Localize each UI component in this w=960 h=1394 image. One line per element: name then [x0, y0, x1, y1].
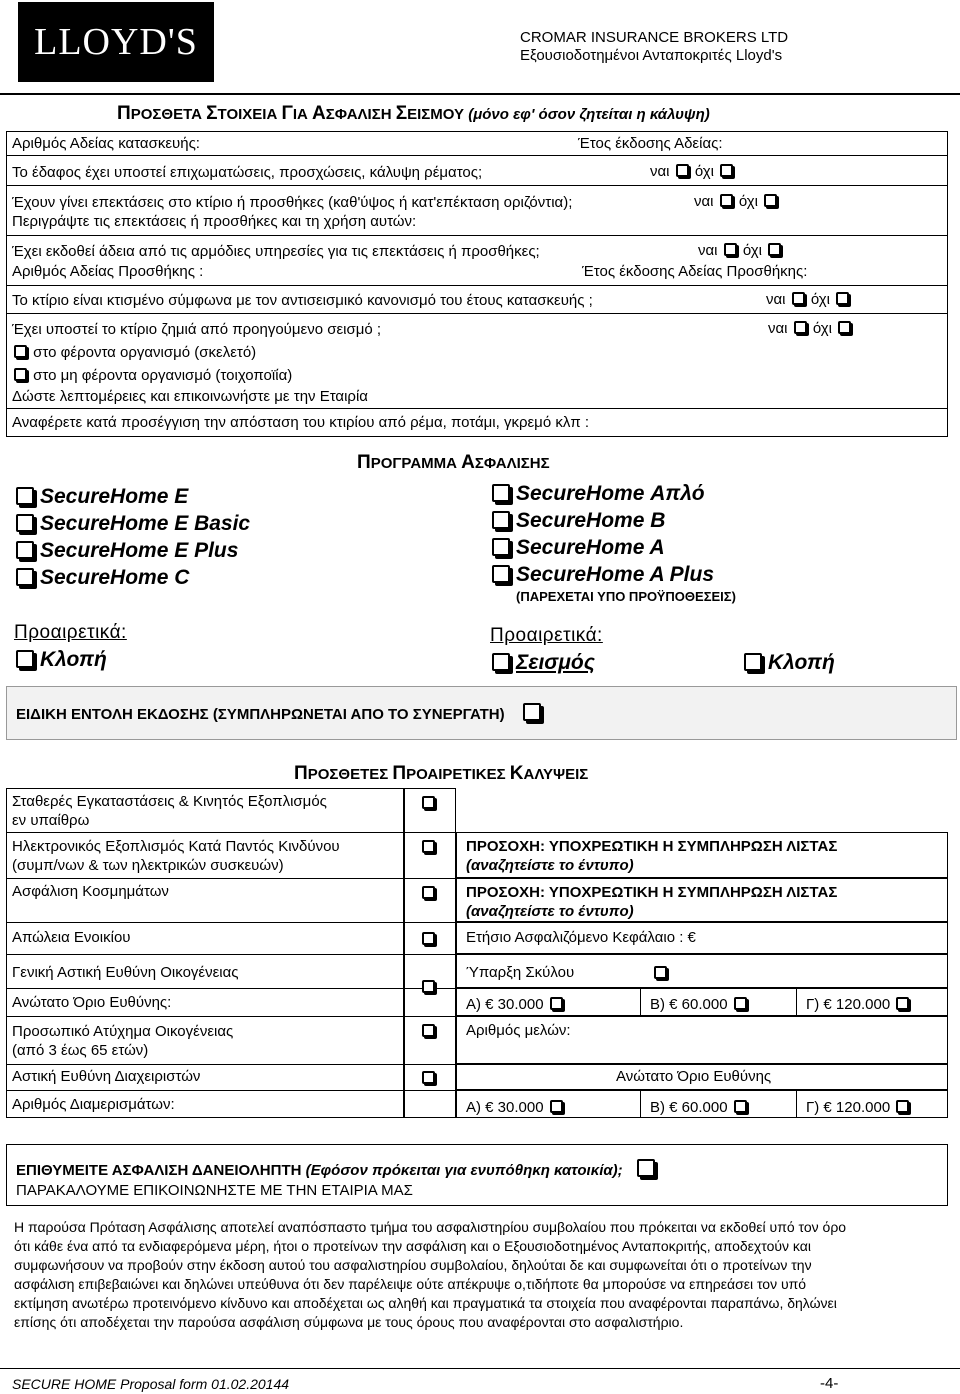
- members-label: Αριθμός μελών:: [466, 1022, 571, 1039]
- lloyds-logo: [18, 2, 214, 82]
- describe-extensions-label: Περιγράψτε τις επεκτάσεις ή προσθήκες και τη χρήση αυτών:: [12, 213, 417, 230]
- permit-number-label: Αριθμός Αδείας κατασκευής:: [12, 135, 200, 152]
- fixed-installations-label: Σταθερές Εγκαταστάσεις & Κινητός Εξοπλισμός εν υπαίθρω: [12, 793, 327, 829]
- family-liability-label: Γενική Αστική Ευθύνη Οικογένειας: [12, 964, 239, 981]
- jewelry-label: Ασφάλιση Κοσμημάτων: [12, 883, 169, 900]
- earthquake-title: ΠΡΟΣΘΕΤΑ ΣΤΟΙΧΕΙΑ ΓΙΑ ΑΣΦΑΛΙΣΗ ΣΕΙΣΜΟΥ (μόνο εφ' όσον ζητείται η κάλυψη): [117, 103, 710, 124]
- apartments-limit-a-checkbox[interactable]: [550, 1100, 563, 1113]
- dog-checkbox[interactable]: [654, 966, 667, 979]
- conditions-note: (ΠΑΡΕΧΕΤΑΙ ΥΠΟ ΠΡΟΫΠΟΘΕΣΕΙΣ): [516, 589, 736, 604]
- limit-a: Α) € 30.000: [466, 996, 565, 1013]
- electronic-equipment-checkbox[interactable]: [422, 840, 435, 853]
- extension-permit-number-label: Αριθμός Αδείας Προσθήκης :: [12, 263, 204, 280]
- extension-permit-no-checkbox[interactable]: [768, 243, 781, 256]
- mortgage-contact: ΠΑΡΑΚΑΛΟΥΜΕ ΕΠΙΚΟΙΝΩΝΗΣΤΕ ΜΕ ΤΗΝ ΕΤΑΙΡΙΑ ΜΑΣ: [16, 1182, 413, 1199]
- fixed-installations-checkbox[interactable]: [422, 796, 435, 809]
- antiseismic-no-checkbox[interactable]: [836, 292, 849, 305]
- company-name: CROMAR INSURANCE BROKERS LTD: [520, 29, 789, 46]
- declaration-text: Η παρούσα Πρόταση Ασφάλισης αποτελεί αναπόσπαστο τμήμα του ασφαλιστηρίου συμβολαίου που πρόκειται να εκδοθεί υπό τον όρο ότι κάθε ένα από τα ενδιαφερόμενα μέρη, ήτοι ο προτείνων την ασφάλιση και ο Εξουσιοδοτημένος Ανταποκριτής, αποδεχτούν και συμφωνήσουν να προβούν στην έκδοση αυτού του ασφαλιστηρίου συμβολαίου, δηλούται δε και συμφωνείται ότι ο προτείνων την ασφάλιση επιβεβαιώνει και δηλώνει υπεύθυνα ότι δεν παρέλειψε ούτε απέκρυψε ο,τιδήποτε θα μπορούσε να επηρεάσει τον υπό εκτίμηση ανωτέρω προτεινόμενο κίνδυνο και αποδέχεται ως αληθή και πραγματικά τα στοιχεία που αναφέρονται παραπάνω, δηλώνει επίσης ότι αποδέχεται την παρούσα ασφάλιση σύμφωνα με τους όρους που αναφέρονται στο ασφαλιστήριο.: [14, 1219, 847, 1330]
- ground-yes-checkbox[interactable]: [676, 164, 689, 177]
- right-optional-theft: Κλοπή: [742, 651, 835, 675]
- extensions-question: Έχουν γίνει επεκτάσεις στο κτίριο ή προσθήκες (καθ'ύψος ή κατ'επέκταση οριζόντια);: [12, 194, 573, 211]
- jewelry-mandatory-note: ΠΡΟΣΟΧΗ: ΥΠΟΧΡΕΩΤΙΚΗ Η ΣΥΜΠΛΗΡΩΣΗ ΛΙΣΤΑΣ (αναζητείστε το έντυπο): [466, 884, 838, 920]
- extensions-no-checkbox[interactable]: [764, 194, 777, 207]
- dog-label: Ύπαρξη Σκύλου: [466, 964, 575, 981]
- plan-securehome-a-plus-checkbox[interactable]: [492, 565, 510, 583]
- distance-question: Αναφέρετε κατά προσέγγιση την απόσταση του κτιρίου από ρέμα, ποτάμι, γκρεμό κλπ :: [12, 414, 590, 431]
- antiseismic-question: Το κτίριο είναι κτισμένο σύμφωνα με τον αντισεισμικό κανονισμό του έτους κατασκευής ;: [12, 292, 593, 309]
- damage-yes-no: ναι όχι: [768, 320, 853, 337]
- family-liability-checkbox[interactable]: [422, 980, 435, 993]
- plan-securehome-e-plus-checkbox[interactable]: [16, 541, 34, 559]
- apartments-limit-a: Α) € 30.000: [466, 1099, 565, 1116]
- max-liability-2-label: Ανώτατο Όριο Ευθύνης: [616, 1068, 772, 1085]
- ground-yes-no: ναι όχι: [650, 163, 735, 180]
- left-optional-label: Προαιρετικά:: [14, 622, 127, 643]
- extension-permit-yes-checkbox[interactable]: [724, 243, 737, 256]
- plan-securehome-b-checkbox[interactable]: [492, 511, 510, 529]
- plan-securehome-e-basic: SecureHome E Basic: [14, 512, 250, 536]
- right-theft-checkbox[interactable]: [744, 653, 762, 671]
- program-title: ΠΡΟΓΡΑΜΜΑ ΑΣΦΑΛΙΣΗΣ: [357, 452, 550, 473]
- footer-page-number: -4-: [820, 1375, 839, 1392]
- personal-accident-checkbox[interactable]: [422, 1024, 435, 1037]
- limit-a-checkbox[interactable]: [550, 997, 563, 1010]
- mortgage-question: ΕΠΙΘΥΜΕΙΤΕ ΑΣΦΑΛΙΣΗ ΔΑΝΕΙΟΛΗΠΤΗ (Εφόσον πρόκειται για ενυπόθηκη κατοικία);: [16, 1159, 661, 1179]
- extension-permit-yes-no: ναι όχι: [698, 242, 783, 259]
- annual-sum-label: Ετήσιο Ασφαλιζόμενο Κεφάλαιο : €: [466, 929, 696, 946]
- electronic-mandatory-note: ΠΡΟΣΟΧΗ: ΥΠΟΧΡΕΩΤΙΚΗ Η ΣΥΜΠΛΗΡΩΣΗ ΛΙΣΤΑΣ (αναζητείστε το έντυπο): [466, 838, 838, 874]
- plan-securehome-simple: SecureHome Απλό: [490, 482, 705, 506]
- antiseismic-yes-checkbox[interactable]: [792, 292, 805, 305]
- additional-covers-title: ΠΡΟΣΘΕΤΕΣ ΠΡΟΑΙΡΕΤΙΚΕΣ ΚΑΛΥΨΕΙΣ: [294, 763, 589, 784]
- plan-securehome-c: SecureHome C: [14, 566, 189, 590]
- right-optional-label: Προαιρετικά:: [490, 625, 603, 646]
- electronic-equipment-label: Ηλεκτρονικός Εξοπλισμός Κατά Παντός Κινδύνου (συμπ/νων & των ηλεκτρικών συσκευών): [12, 838, 340, 874]
- left-theft-checkbox[interactable]: [16, 650, 34, 668]
- extension-permit-question: Έχει εκδοθεί άδεια από τις αρμόδιες υπηρεσίες για τις επεκτάσεις ή προσθήκες;: [12, 243, 540, 260]
- extensions-yes-no: ναι όχι: [694, 193, 779, 210]
- rent-loss-label: Απώλεια Ενοικίου: [12, 929, 131, 946]
- left-optional-theft: Κλοπή: [14, 648, 107, 672]
- right-optional-earthquake: Σεισμός: [490, 651, 595, 675]
- plan-securehome-e-basic-checkbox[interactable]: [16, 514, 34, 532]
- damage-no-checkbox[interactable]: [838, 321, 851, 334]
- ground-question: Το έδαφος έχει υποστεί επιχωματώσεις, προσχώσεις, κάλυψη ρέματος;: [12, 164, 483, 181]
- details-note: Δώστε λεπτομέρειες και επικοινωνήστε με την Εταιρία: [12, 388, 368, 405]
- extension-permit-year-label: Έτος έκδοσης Αδείας Προσθήκης:: [582, 263, 808, 280]
- permit-year-label: Έτος έκδοσης Αδείας:: [578, 135, 723, 152]
- damage-question: Έχει υποστεί το κτίριο ζημιά από προηγούμενο σεισμό ;: [12, 321, 382, 338]
- earthquake-checkbox[interactable]: [492, 653, 510, 671]
- special-order-label: ΕΙΔΙΚΗ ΕΝΤΟΛΗ ΕΚΔΟΣΗΣ (ΣΥΜΠΛΗΡΩΝΕΤΑΙ ΑΠΟ ΤΟ ΣΥΝΕΡΓΑΤΗ): [16, 703, 547, 723]
- plan-securehome-simple-checkbox[interactable]: [492, 484, 510, 502]
- header-divider: [0, 93, 960, 95]
- personal-accident-label: Προσωπικό Ατύχημα Οικογένειας (από 3 έως 65 ετών): [12, 1023, 234, 1059]
- plan-securehome-e-checkbox[interactable]: [16, 487, 34, 505]
- extensions-yes-checkbox[interactable]: [720, 194, 733, 207]
- apartments-label: Αριθμός Διαμερισμάτων:: [12, 1096, 175, 1113]
- apartments-limit-b-checkbox[interactable]: [734, 1100, 747, 1113]
- plan-securehome-c-checkbox[interactable]: [16, 568, 34, 586]
- plan-securehome-b: SecureHome B: [490, 509, 665, 533]
- ground-no-checkbox[interactable]: [720, 164, 733, 177]
- company-subtitle: Εξουσιοδοτημένοι Ανταποκριτές Lloyd's: [520, 47, 783, 64]
- limit-c-checkbox[interactable]: [896, 997, 909, 1010]
- plan-securehome-a-checkbox[interactable]: [492, 538, 510, 556]
- managers-liability-label: Αστική Ευθύνη Διαχειριστών: [12, 1068, 201, 1085]
- structural-option: στο φέροντα οργανισμό (σκελετό): [12, 344, 256, 361]
- plan-securehome-e: SecureHome E: [14, 485, 188, 509]
- limit-c: Γ) € 120.000: [806, 996, 911, 1013]
- apartments-limit-c: Γ) € 120.000: [806, 1099, 911, 1116]
- limit-b: Β) € 60.000: [650, 996, 749, 1013]
- logo-text: LLOYD'S: [34, 21, 198, 63]
- max-liability-label: Ανώτατο Όριο Ευθύνης:: [12, 994, 172, 1011]
- plan-securehome-e-plus: SecureHome E Plus: [14, 539, 238, 563]
- mortgage-checkbox[interactable]: [637, 1159, 655, 1177]
- structural-checkbox[interactable]: [14, 345, 27, 358]
- damage-yes-checkbox[interactable]: [794, 321, 807, 334]
- plan-securehome-a-plus: SecureHome A Plus: [490, 563, 714, 587]
- footer-divider: [0, 1368, 960, 1369]
- apartments-limit-c-checkbox[interactable]: [896, 1100, 909, 1113]
- special-order-checkbox[interactable]: [523, 703, 541, 721]
- apartments-limit-b: Β) € 60.000: [650, 1099, 749, 1116]
- footer-form-id: SECURE HOME Proposal form 01.02.20144: [12, 1376, 290, 1392]
- rent-loss-checkbox[interactable]: [422, 932, 435, 945]
- managers-liability-checkbox[interactable]: [422, 1071, 435, 1084]
- jewelry-checkbox[interactable]: [422, 886, 435, 899]
- nonstructural-checkbox[interactable]: [14, 368, 27, 381]
- limit-b-checkbox[interactable]: [734, 997, 747, 1010]
- plan-securehome-a: SecureHome A: [490, 536, 665, 560]
- antiseismic-yes-no: ναι όχι: [766, 291, 851, 308]
- nonstructural-option: στο μη φέροντα οργανισμό (τοιχοποϊία): [12, 367, 292, 384]
